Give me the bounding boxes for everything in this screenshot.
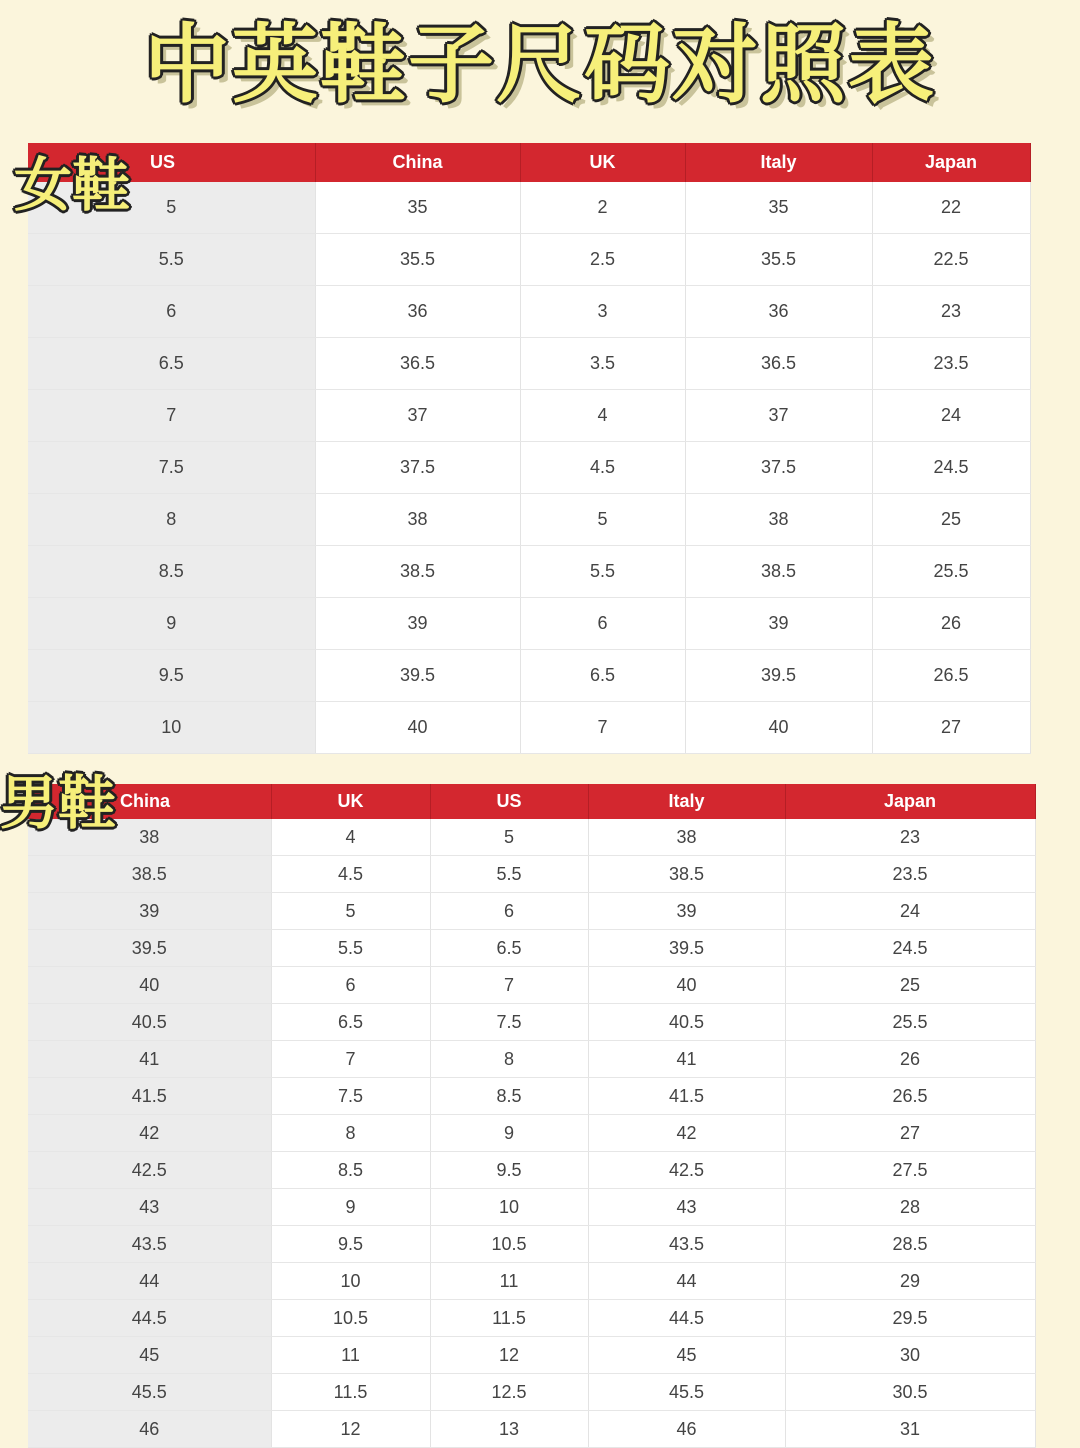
women-size-table — [28, 143, 1031, 754]
table-cell: 46 — [588, 1411, 785, 1448]
table-cell: 23.5 — [872, 338, 1030, 390]
table-cell: 35 — [685, 182, 872, 234]
table-cell: 4 — [520, 390, 685, 442]
table-cell: 38.5 — [685, 546, 872, 598]
table-cell: 12 — [271, 1411, 430, 1448]
table-cell: 45 — [28, 1337, 271, 1374]
table-cell: 43.5 — [28, 1226, 271, 1263]
table-cell: 42.5 — [28, 1152, 271, 1189]
table-cell: 44.5 — [588, 1300, 785, 1337]
table-cell: 45.5 — [588, 1374, 785, 1411]
table-cell: 6 — [271, 967, 430, 1004]
table-cell: 5 — [28, 182, 315, 234]
table-cell: 27.5 — [785, 1152, 1035, 1189]
table-cell: 31 — [785, 1411, 1035, 1448]
table-cell: 40.5 — [588, 1004, 785, 1041]
table-cell: 43.5 — [588, 1226, 785, 1263]
table-row — [28, 1374, 1035, 1411]
table-cell: 39 — [685, 598, 872, 650]
table-cell: 8 — [430, 1041, 588, 1078]
table-cell: 39 — [315, 598, 520, 650]
table-cell: 29.5 — [785, 1300, 1035, 1337]
table-cell: 5.5 — [271, 930, 430, 967]
table-cell: 24 — [785, 893, 1035, 930]
table-cell: 40.5 — [28, 1004, 271, 1041]
table-cell: 40 — [28, 967, 271, 1004]
table-row — [28, 819, 1035, 856]
column-header: China — [28, 784, 271, 819]
table-cell: 27 — [785, 1115, 1035, 1152]
table-cell: 11 — [271, 1337, 430, 1374]
table-cell: 6 — [28, 286, 315, 338]
table-cell: 23.5 — [785, 856, 1035, 893]
table-cell: 3.5 — [520, 338, 685, 390]
table-cell: 37 — [685, 390, 872, 442]
table-cell: 10 — [430, 1189, 588, 1226]
table-cell: 38.5 — [588, 856, 785, 893]
table-row — [28, 1263, 1035, 1300]
table-cell: 36 — [685, 286, 872, 338]
table-row — [28, 338, 1030, 390]
table-row — [28, 702, 1030, 754]
table-row — [28, 1152, 1035, 1189]
table-cell: 28 — [785, 1189, 1035, 1226]
table-cell: 11.5 — [430, 1300, 588, 1337]
table-cell: 2 — [520, 182, 685, 234]
table-row — [28, 1300, 1035, 1337]
table-row — [28, 1004, 1035, 1041]
table-cell: 11.5 — [271, 1374, 430, 1411]
column-header: Italy — [588, 784, 785, 819]
table-cell: 26 — [785, 1041, 1035, 1078]
table-row — [28, 390, 1030, 442]
table-cell: 41 — [588, 1041, 785, 1078]
table-cell: 25.5 — [872, 546, 1030, 598]
table-cell: 22.5 — [872, 234, 1030, 286]
table-cell: 24.5 — [872, 442, 1030, 494]
table-cell: 8 — [271, 1115, 430, 1152]
table-cell: 37 — [315, 390, 520, 442]
table-row — [28, 1189, 1035, 1226]
table-cell: 2.5 — [520, 234, 685, 286]
table-cell: 24.5 — [785, 930, 1035, 967]
table-cell: 25.5 — [785, 1004, 1035, 1041]
table-cell: 8 — [28, 494, 315, 546]
column-header: UK — [271, 784, 430, 819]
table-cell: 35 — [315, 182, 520, 234]
table-cell: 5 — [430, 819, 588, 856]
table-cell: 8.5 — [28, 546, 315, 598]
table-row — [28, 234, 1030, 286]
table-cell: 40 — [315, 702, 520, 754]
table-cell: 38.5 — [28, 856, 271, 893]
table-cell: 45 — [588, 1337, 785, 1374]
table-cell: 39.5 — [685, 650, 872, 702]
table-cell: 12.5 — [430, 1374, 588, 1411]
table-row — [28, 182, 1030, 234]
table-cell: 8.5 — [430, 1078, 588, 1115]
table-cell: 41.5 — [588, 1078, 785, 1115]
table-cell: 25 — [872, 494, 1030, 546]
table-cell: 38 — [28, 819, 271, 856]
table-cell: 37.5 — [685, 442, 872, 494]
table-cell: 39.5 — [588, 930, 785, 967]
table-row — [28, 1078, 1035, 1115]
table-header-row — [28, 784, 1035, 819]
table-cell: 9.5 — [28, 650, 315, 702]
table-cell: 24 — [872, 390, 1030, 442]
table-cell: 9 — [271, 1189, 430, 1226]
table-cell: 6.5 — [28, 338, 315, 390]
table-row — [28, 442, 1030, 494]
table-row — [28, 1041, 1035, 1078]
men-section-label: 男鞋 — [0, 769, 117, 837]
table-cell: 7.5 — [271, 1078, 430, 1115]
column-header: Japan — [785, 784, 1035, 819]
table-cell: 44.5 — [28, 1300, 271, 1337]
table-row — [28, 546, 1030, 598]
table-cell: 5 — [520, 494, 685, 546]
table-cell: 36.5 — [315, 338, 520, 390]
column-header: Italy — [685, 143, 872, 182]
table-cell: 43 — [28, 1189, 271, 1226]
column-header: US — [430, 784, 588, 819]
table-cell: 38 — [315, 494, 520, 546]
table-cell: 28.5 — [785, 1226, 1035, 1263]
table-row — [28, 930, 1035, 967]
table-cell: 9.5 — [430, 1152, 588, 1189]
table-cell: 5.5 — [28, 234, 315, 286]
table-cell: 43 — [588, 1189, 785, 1226]
table-row — [28, 893, 1035, 930]
table-cell: 13 — [430, 1411, 588, 1448]
table-cell: 39 — [588, 893, 785, 930]
table-cell: 9.5 — [271, 1226, 430, 1263]
table-cell: 7.5 — [430, 1004, 588, 1041]
table-cell: 7.5 — [28, 442, 315, 494]
table-cell: 7 — [271, 1041, 430, 1078]
table-cell: 42 — [28, 1115, 271, 1152]
table-cell: 30 — [785, 1337, 1035, 1374]
table-cell: 35.5 — [685, 234, 872, 286]
table-cell: 10 — [28, 702, 315, 754]
table-cell: 5 — [271, 893, 430, 930]
table-cell: 4.5 — [271, 856, 430, 893]
column-header: UK — [520, 143, 685, 182]
table-cell: 9 — [430, 1115, 588, 1152]
table-cell: 37.5 — [315, 442, 520, 494]
table-row — [28, 494, 1030, 546]
table-cell: 6.5 — [430, 930, 588, 967]
table-cell: 36.5 — [685, 338, 872, 390]
table-cell: 45.5 — [28, 1374, 271, 1411]
women-section-label: 女鞋 — [14, 151, 131, 219]
table-cell: 44 — [588, 1263, 785, 1300]
table-row — [28, 1115, 1035, 1152]
table-cell: 46 — [28, 1411, 271, 1448]
table-cell: 6 — [520, 598, 685, 650]
table-cell: 5.5 — [520, 546, 685, 598]
table-cell: 38 — [588, 819, 785, 856]
table-header-row — [28, 143, 1030, 182]
table-row — [28, 1411, 1035, 1448]
page-title: 中英鞋子尺码对照表 — [144, 15, 936, 115]
table-cell: 26 — [872, 598, 1030, 650]
table-cell: 7 — [28, 390, 315, 442]
table-cell: 4 — [271, 819, 430, 856]
table-cell: 40 — [685, 702, 872, 754]
column-header: China — [315, 143, 520, 182]
table-cell: 30.5 — [785, 1374, 1035, 1411]
table-cell: 10.5 — [430, 1226, 588, 1263]
table-cell: 9 — [28, 598, 315, 650]
table-cell: 12 — [430, 1337, 588, 1374]
table-row — [28, 967, 1035, 1004]
table-row — [28, 1337, 1035, 1374]
table-cell: 7 — [430, 967, 588, 1004]
table-cell: 26.5 — [785, 1078, 1035, 1115]
table-row — [28, 856, 1035, 893]
table-cell: 38.5 — [315, 546, 520, 598]
column-header: Japan — [872, 143, 1030, 182]
table-row — [28, 650, 1030, 702]
table-cell: 38 — [685, 494, 872, 546]
table-row — [28, 286, 1030, 338]
table-cell: 8.5 — [271, 1152, 430, 1189]
table-cell: 35.5 — [315, 234, 520, 286]
table-cell: 26.5 — [872, 650, 1030, 702]
table-row — [28, 1226, 1035, 1263]
table-cell: 42.5 — [588, 1152, 785, 1189]
table-cell: 7 — [520, 702, 685, 754]
table-cell: 3 — [520, 286, 685, 338]
table-cell: 40 — [588, 967, 785, 1004]
table-cell: 29 — [785, 1263, 1035, 1300]
table-cell: 39.5 — [315, 650, 520, 702]
table-cell: 10 — [271, 1263, 430, 1300]
table-cell: 6 — [430, 893, 588, 930]
table-cell: 42 — [588, 1115, 785, 1152]
table-cell: 23 — [872, 286, 1030, 338]
table-cell: 22 — [872, 182, 1030, 234]
table-cell: 11 — [430, 1263, 588, 1300]
table-cell: 25 — [785, 967, 1035, 1004]
table-cell: 39 — [28, 893, 271, 930]
table-cell: 41.5 — [28, 1078, 271, 1115]
table-cell: 27 — [872, 702, 1030, 754]
table-cell: 6.5 — [520, 650, 685, 702]
table-row — [28, 598, 1030, 650]
table-cell: 5.5 — [430, 856, 588, 893]
table-cell: 10.5 — [271, 1300, 430, 1337]
table-cell: 44 — [28, 1263, 271, 1300]
table-cell: 4.5 — [520, 442, 685, 494]
column-header: US — [28, 143, 315, 182]
table-cell: 23 — [785, 819, 1035, 856]
table-cell: 39.5 — [28, 930, 271, 967]
men-size-table — [28, 784, 1036, 1448]
table-cell: 6.5 — [271, 1004, 430, 1041]
table-cell: 41 — [28, 1041, 271, 1078]
table-cell: 36 — [315, 286, 520, 338]
